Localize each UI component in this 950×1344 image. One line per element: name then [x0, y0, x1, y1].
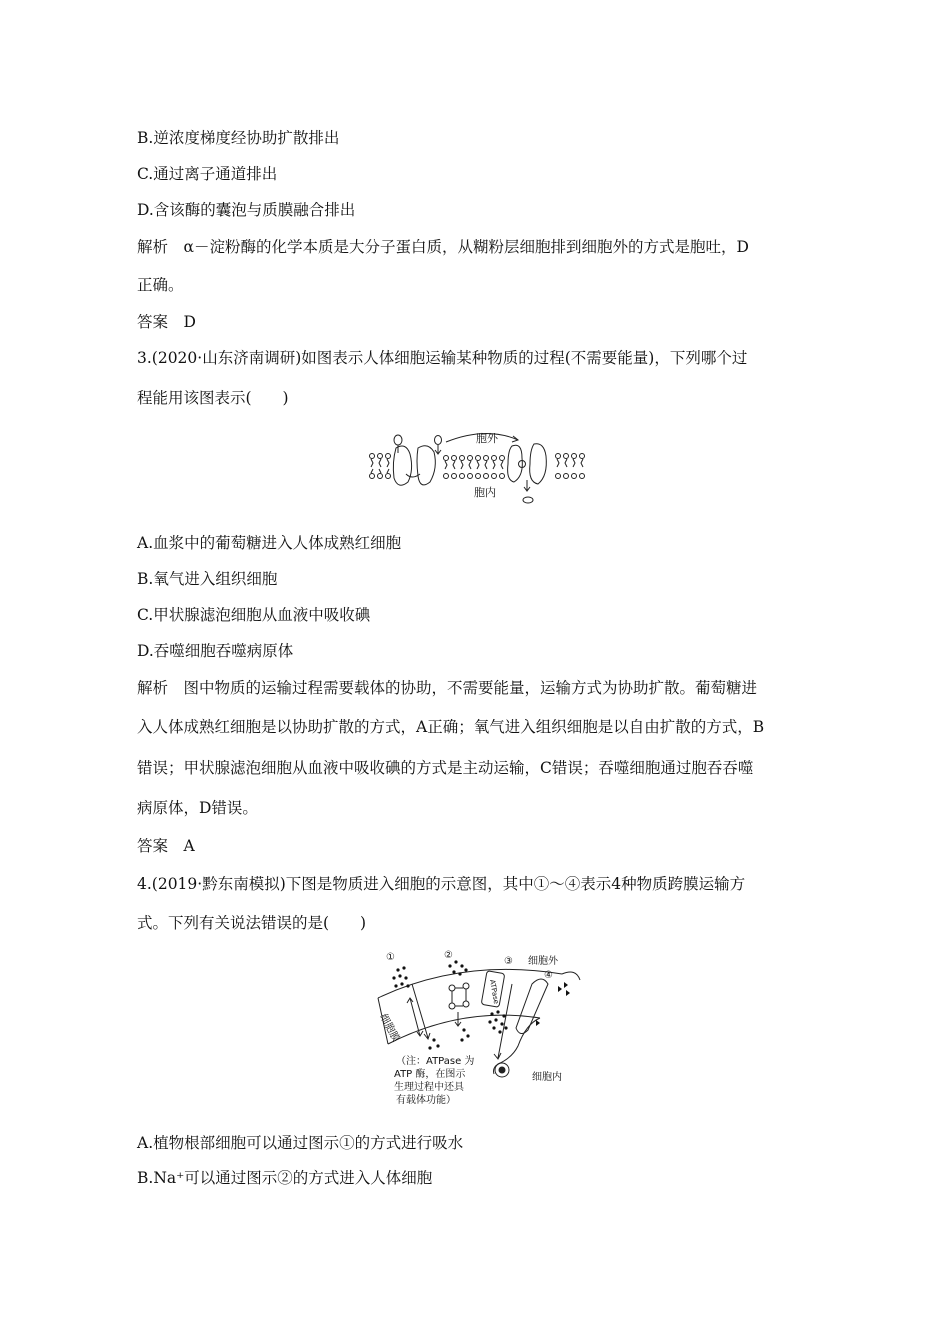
note-line-1: （注：ATPase 为 — [396, 1056, 475, 1067]
q4-option-a: A.植物根部细胞可以通过图示①的方式进行吸水 — [137, 1134, 464, 1152]
q3-option-b: B.氧气进入组织细胞 — [137, 570, 278, 588]
q2-analysis-line-2: 正确。 — [137, 276, 184, 294]
marker-1: ① — [386, 952, 395, 963]
q4-option-b: B.Na⁺可以通过图示②的方式进入人体细胞 — [137, 1169, 433, 1187]
q2-option-b: B.逆浓度梯度经协助扩散排出 — [137, 129, 340, 147]
carrier-protein-right — [508, 444, 547, 484]
q3-stem-line-2: 程能用该图表示( ) — [137, 389, 289, 407]
q3-analysis-line-2: 入人体成熟红细胞是以协助扩散的方式，A正确；氧气进入组织细胞是以自由扩散的方式，B — [137, 718, 765, 736]
q4-stem-line-2: 式。下列有关说法错误的是( ) — [137, 914, 367, 932]
marker-4: ④ — [544, 970, 553, 981]
lipid-bilayer-left — [370, 454, 391, 479]
q3-analysis-line-4: 病原体，D错误。 — [137, 799, 258, 817]
note-line-3: 生理过程中还具 — [394, 1082, 464, 1093]
q4-figure-membrane-transport — [372, 948, 582, 1108]
arrow-down-icon — [524, 480, 530, 491]
lipid-bilayer-middle — [444, 456, 505, 479]
solute-molecule — [435, 436, 442, 445]
q2-analysis-line-1: 解析 α－淀粉酶的化学本质是大分子蛋白质，从糊粉层细胞排到细胞外的方式是胞吐，D — [137, 238, 749, 256]
q3-option-a: A.血浆中的葡萄糖进入人体成熟红细胞 — [137, 534, 402, 552]
carrier-protein-left — [393, 446, 435, 485]
marker-2: ② — [444, 950, 453, 961]
q3-analysis-line-1: 解析 图中物质的运输过程需要载体的协助，不需要能量，运输方式为协助扩散。葡萄糖进 — [137, 679, 758, 697]
q3-analysis-line-3: 错误；甲状腺滤泡细胞从血液中吸收碘的方式是主动运输，C错误；吞噬细胞通过胞吞吞噬 — [137, 759, 754, 777]
membrane-thickness-arrow-icon — [407, 998, 423, 1036]
endocytic-vesicle — [516, 979, 548, 1034]
label-membrane: 细胞膜 — [377, 1012, 402, 1044]
note-line-4: 有载体功能） — [396, 1095, 456, 1106]
label-atpase: ATPase — [488, 978, 501, 1005]
lipid-bilayer-right — [556, 454, 585, 479]
q2-answer: 答案 D — [137, 313, 196, 331]
q3-option-c: C.甲状腺滤泡细胞从血液中吸收碘 — [137, 606, 371, 624]
note-line-2: ATP 酶，在图示 — [394, 1069, 466, 1080]
solute-molecule — [523, 497, 533, 503]
membrane-outer-edge — [378, 969, 562, 998]
label-outside: 细胞外 — [528, 956, 558, 967]
route-1-arrow-icon — [412, 984, 430, 1039]
label-inside: 胞内 — [474, 486, 496, 499]
q4-stem-line-1: 4.(2019·黔东南模拟)下图是物质进入细胞的示意图，其中①～④表示4种物质跨膜运输方 — [137, 875, 746, 893]
q3-option-d: D.吞噬细胞吞噬病原体 — [137, 642, 294, 660]
q3-figure-carrier-diffusion — [366, 428, 588, 510]
q2-option-c: C.通过离子通道排出 — [137, 165, 278, 183]
q3-stem-line-1: 3.(2020·山东济南调研)如图表示人体细胞运输某种物质的过程(不需要能量)，下列哪个过 — [137, 349, 748, 367]
label-inside: 细胞内 — [532, 1072, 562, 1083]
q2-option-d: D.含该酶的囊泡与质膜融合排出 — [137, 201, 356, 219]
label-outside: 胞外 — [476, 432, 498, 445]
marker-3: ③ — [504, 956, 513, 967]
q3-answer: 答案 A — [137, 837, 195, 855]
arrow-down-icon — [435, 445, 441, 454]
